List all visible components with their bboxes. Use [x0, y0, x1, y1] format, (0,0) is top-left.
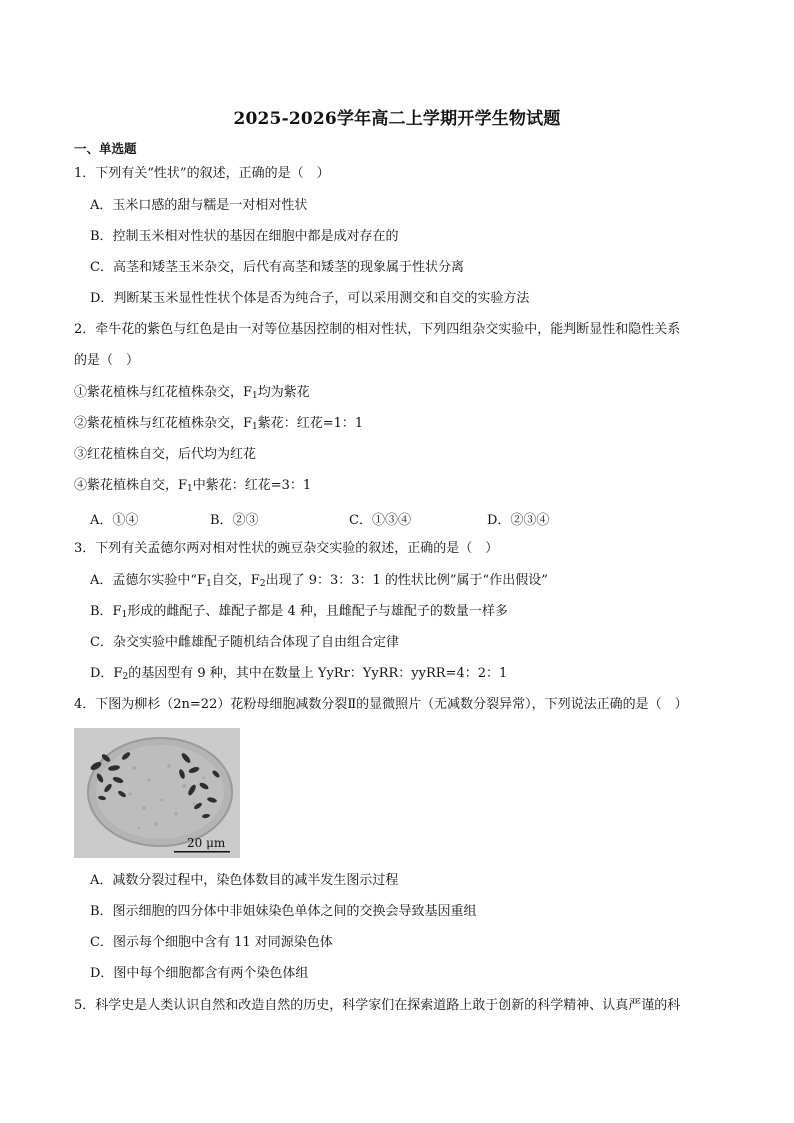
- page-title: 2025-2026学年高二上学期开学生物试题: [233, 109, 561, 129]
- question-2-option-d: D．②③④: [487, 513, 550, 528]
- question-2-item-1: ①紫花植株与红花植株杂交，$F_1$均为紫花: [74, 385, 310, 401]
- question-1-option-b: B．控制玉米相对性状的基因在细胞中都是成对存在的: [90, 229, 399, 244]
- question-3-option-a: A．孟德尔实验中“$F_1$自交，$F_2$出现了 9：3：3：1 的性状比例”属于“作出假设”: [90, 573, 548, 589]
- question-1-option-d: D．判断某玉米显性性状个体是否为纯合子，可以采用测交和自交的实验方法: [90, 291, 530, 306]
- question-4-option-d: D．图中每个细胞都含有两个染色体组: [90, 966, 309, 981]
- question-2-stem-line-2: 的是（ ）: [74, 353, 140, 368]
- question-2-option-b: B．②③: [210, 513, 259, 528]
- question-3-stem: 3．下列有关孟德尔两对相对性状的豌豆杂交实验的叙述，正确的是（ ）: [74, 541, 499, 556]
- question-4-option-b: B．图示细胞的四分体中非姐妹染色单体之间的交换会导致基因重组: [90, 904, 477, 919]
- question-3-option-c: C．杂交实验中雌雄配子随机结合体现了自由组合定律: [90, 635, 399, 650]
- question-5-stem: 5．科学史是人类认识自然和改造自然的历史，科学家们在探索道路上敢于创新的科学精神、认真严谨的科: [74, 998, 681, 1013]
- question-2-item-2: ②紫花植株与红花植株杂交，$F_1$紫花：红花=1：1: [74, 416, 364, 432]
- section-heading: 一、单选题: [74, 141, 137, 156]
- question-4-option-a: A．减数分裂过程中，染色体数目的减半发生图示过程: [90, 873, 399, 888]
- question-4-option-c: C．图示每个细胞中含有 11 对同源染色体: [90, 935, 333, 950]
- question-2-option-c: C．①③④: [349, 513, 411, 528]
- question-3-option-d: D．$F_2$的基因型有 9 种，其中在数量上 YyRr：YyRR：yyRR=4：2：1: [90, 666, 508, 682]
- question-3-option-b: B．$F_1$形成的雌配子、雄配子都是 4 种，且雌配子与雄配子的数量一样多: [90, 604, 508, 620]
- question-2-option-a: A．①④: [90, 513, 139, 528]
- question-1-option-c: C．高茎和矮茎玉米杂交，后代有高茎和矮茎的现象属于性状分离: [90, 260, 464, 275]
- question-2-stem-line-1: 2．牵牛花的紫色与红色是由一对等位基因控制的相对性状，下列四组杂交实验中，能判断显性和隐性关系: [74, 322, 681, 337]
- question-4-stem: 4．下图为柳杉（2n=22）花粉母细胞减数分裂Ⅱ的显微照片（无减数分裂异常），下列说法正确的是（ ）: [74, 697, 688, 712]
- question-2-item-3: ③红花植株自交，后代均为红花: [74, 447, 257, 462]
- question-2-options: [90, 509, 650, 528]
- question-1-option-a: A．玉米口感的甜与糯是一对相对性状: [90, 198, 308, 213]
- question-1-stem: 1．下列有关“性状”的叙述，正确的是（ ）: [74, 166, 330, 181]
- scale-bar-label: 20 μm: [187, 836, 226, 850]
- question-2-item-4: ④紫花植株自交，$F_1$中紫花：红花=3：1: [74, 478, 312, 494]
